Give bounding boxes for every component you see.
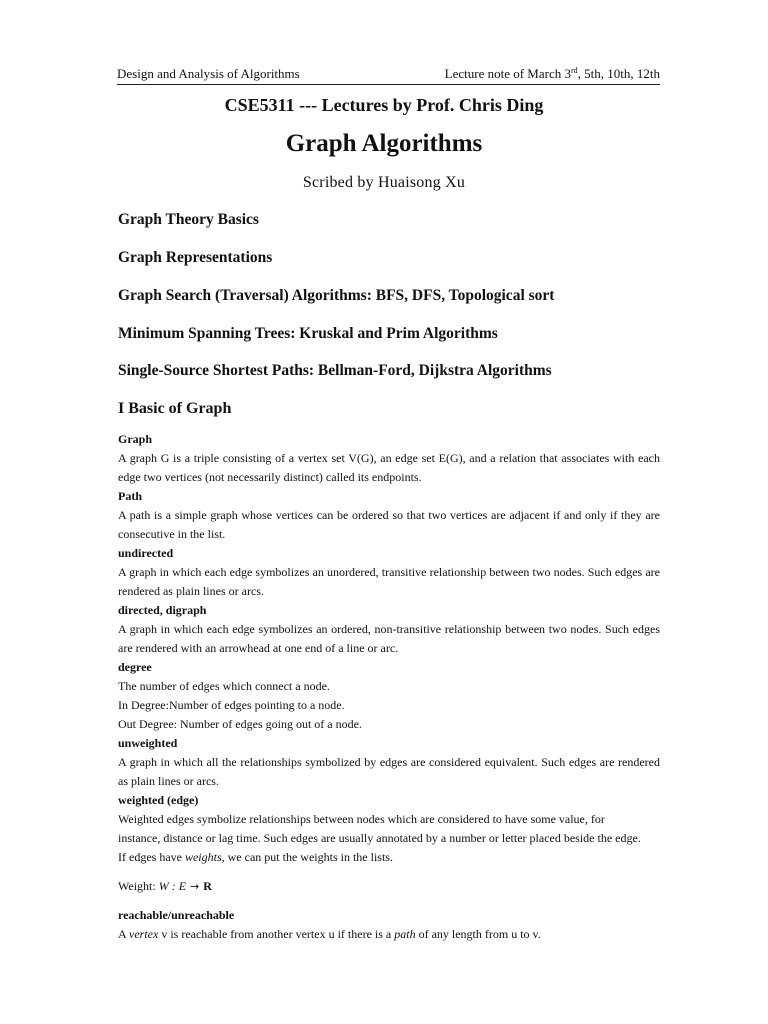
definition-graph: A graph G is a triple consisting of a vertex set V(G), an edge set E(G), and a relation that associates with each edge two vertices (not necessarily distinct) called its endpoints. bbox=[118, 451, 660, 484]
topic-heading: Graph Theory Basics bbox=[118, 211, 259, 228]
header-course-name: Design and Analysis of Algorithms bbox=[117, 66, 300, 81]
term-reachable: reachable/unreachable bbox=[118, 908, 235, 922]
term-degree: degree bbox=[118, 660, 152, 674]
emphasis-weights: weights bbox=[184, 850, 222, 864]
header-date-superscript: rd bbox=[570, 66, 578, 75]
term-weighted: weighted (edge) bbox=[118, 793, 199, 807]
definition-weighted-line bbox=[118, 848, 660, 867]
definition-directed: A graph in which each edge symbolizes an ordered, non-transitive relationship between two nodes. Such edges are rendered with an arrowhead at one end of a line or arc. bbox=[118, 622, 660, 655]
weight-function-formula bbox=[118, 877, 660, 896]
text-fragment: , we can put the weights in the lists. bbox=[221, 850, 393, 864]
term-graph: Graph bbox=[118, 432, 153, 446]
term-undirected: undirected bbox=[118, 546, 174, 560]
topic-heading: Graph Search (Traversal) Algorithms: BFS, DFS, Topological sort bbox=[118, 287, 555, 304]
term-path: Path bbox=[118, 489, 142, 503]
term-directed: directed, digraph bbox=[118, 603, 207, 617]
definition-weighted-line: instance, distance or lag time. Such edges are usually annotated by a number or letter placed beside the edge. bbox=[118, 831, 641, 845]
definition-out-degree: Out Degree: Number of edges going out of a node. bbox=[118, 717, 362, 731]
text-fragment: of any length from u to v. bbox=[415, 927, 541, 941]
definition-weighted-line: Weighted edges symbolize relationships between nodes which are considered to have some value, for bbox=[118, 812, 605, 826]
emphasis-vertex: vertex bbox=[129, 927, 159, 941]
definition-unweighted: A graph in which all the relationships symbolized by edges are considered equivalent. Such edges are rendered as plain lines or arcs. bbox=[118, 755, 660, 788]
course-title: CSE5311 --- Lectures by Prof. Chris Ding bbox=[224, 95, 544, 115]
section-heading: I Basic of Graph bbox=[118, 400, 232, 417]
header-date-prefix: Lecture note of March 3 bbox=[444, 66, 571, 81]
right-arrow-icon: → bbox=[190, 880, 200, 893]
weight-codomain: R bbox=[203, 879, 212, 893]
topic-heading: Graph Representations bbox=[118, 249, 273, 266]
text-fragment: A bbox=[118, 927, 130, 941]
weight-label: Weight: bbox=[118, 879, 159, 893]
topic-heading: Minimum Spanning Trees: Kruskal and Prim Algorithms bbox=[118, 325, 498, 342]
definition-in-degree: In Degree:Number of edges pointing to a node. bbox=[118, 698, 345, 712]
text-fragment: If edges have bbox=[118, 850, 185, 864]
header-date-suffix: , 5th, 10th, 12th bbox=[577, 66, 660, 81]
header-lecture-dates bbox=[445, 66, 660, 82]
definitions-body bbox=[118, 430, 660, 944]
definition-degree: The number of edges which connect a node. bbox=[118, 679, 330, 693]
scribe-line: Scribed by Huaisong Xu bbox=[302, 174, 466, 191]
text-fragment: v is reachable from another vertex u if there is a bbox=[158, 927, 395, 941]
running-header bbox=[117, 64, 660, 85]
term-unweighted: unweighted bbox=[118, 736, 178, 750]
definition-undirected: A graph in which each edge symbolizes an unordered, transitive relationship between two nodes. Such edges are rendered as plain lines or arcs. bbox=[118, 565, 660, 598]
page-title: Graph Algorithms bbox=[285, 130, 483, 157]
topic-heading: Single-Source Shortest Paths: Bellman-Ford, Dijkstra Algorithms bbox=[118, 362, 552, 379]
emphasis-path: path bbox=[394, 927, 416, 941]
definition-reachable bbox=[118, 925, 660, 944]
weight-math: W : E bbox=[158, 879, 187, 893]
definition-path: A path is a simple graph whose vertices can be ordered so that two vertices are adjacent if and only if they are consecutive in the list. bbox=[118, 508, 660, 541]
